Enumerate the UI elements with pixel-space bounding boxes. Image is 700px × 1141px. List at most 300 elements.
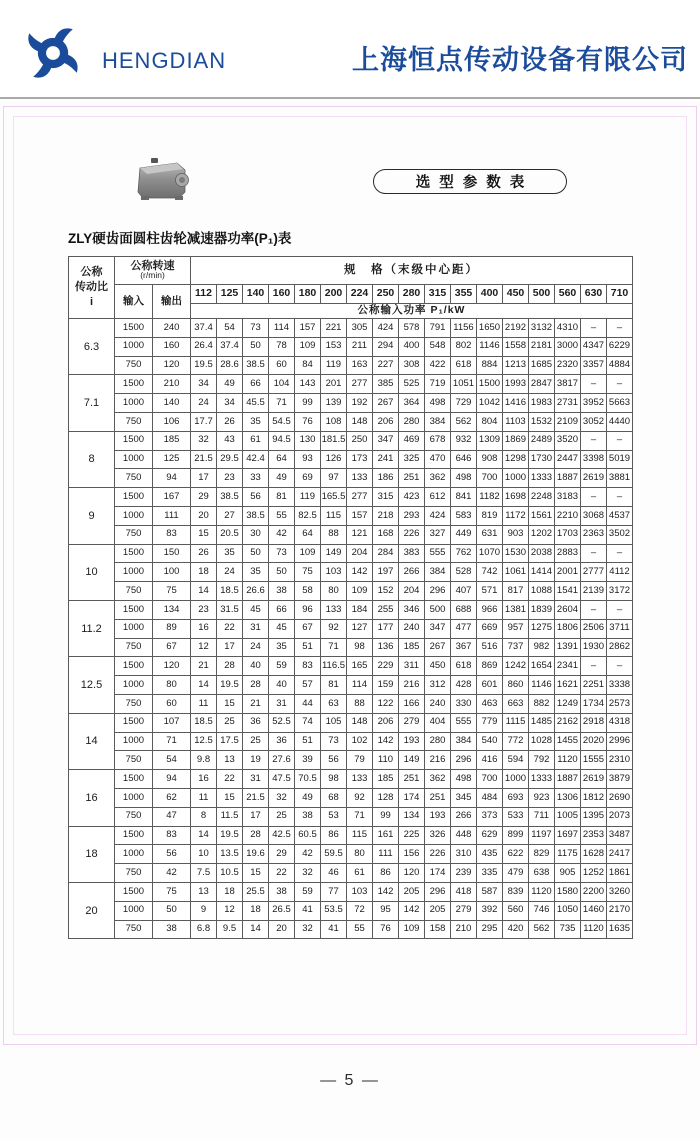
speed-label: 公称转速 bbox=[130, 260, 175, 273]
power-value-cell: 130 bbox=[295, 431, 321, 450]
power-value-cell: 1703 bbox=[555, 525, 581, 544]
output-speed-cell: 60 bbox=[153, 694, 191, 713]
power-value-cell: 422 bbox=[425, 356, 451, 375]
size-column-header: 450 bbox=[503, 285, 529, 304]
power-value-cell: 61 bbox=[243, 431, 269, 450]
power-value-cell: 78 bbox=[269, 337, 295, 356]
power-value-cell: 52.5 bbox=[269, 713, 295, 732]
power-value-cell: 2192 bbox=[503, 319, 529, 338]
power-value-cell: 31 bbox=[243, 619, 269, 638]
power-value-cell: 2690 bbox=[607, 788, 633, 807]
power-value-cell: 72 bbox=[347, 901, 373, 920]
power-value-cell: – bbox=[581, 488, 607, 507]
power-value-cell: 612 bbox=[425, 488, 451, 507]
power-value-cell: 711 bbox=[529, 807, 555, 826]
power-value-cell: 139 bbox=[321, 394, 347, 413]
power-value-cell: 1455 bbox=[555, 732, 581, 751]
power-value-cell: 1146 bbox=[477, 337, 503, 356]
table-row bbox=[69, 845, 633, 864]
power-value-cell: 38.5 bbox=[217, 488, 243, 507]
output-speed-cell: 167 bbox=[153, 488, 191, 507]
power-value-cell: 15 bbox=[191, 525, 217, 544]
size-column-header: 140 bbox=[243, 285, 269, 304]
output-speed-cell: 94 bbox=[153, 469, 191, 488]
power-value-cell: 669 bbox=[477, 619, 503, 638]
power-value-cell: 18.5 bbox=[191, 713, 217, 732]
power-value-cell: 59 bbox=[269, 657, 295, 676]
power-value-cell: 860 bbox=[503, 676, 529, 695]
power-value-cell: 54 bbox=[217, 319, 243, 338]
power-value-cell: 36 bbox=[269, 732, 295, 751]
size-column-header: 250 bbox=[373, 285, 399, 304]
power-value-cell: 148 bbox=[347, 713, 373, 732]
size-column-header: 160 bbox=[269, 285, 295, 304]
power-value-cell: 450 bbox=[425, 657, 451, 676]
power-value-cell: 1930 bbox=[581, 638, 607, 657]
power-value-cell: 28 bbox=[243, 826, 269, 845]
power-value-cell: 35 bbox=[243, 563, 269, 582]
power-value-cell: 1306 bbox=[555, 788, 581, 807]
output-speed-cell: 210 bbox=[153, 375, 191, 394]
power-value-cell: 449 bbox=[451, 525, 477, 544]
power-value-cell: 24 bbox=[243, 638, 269, 657]
table-row bbox=[69, 337, 633, 356]
power-value-cell: 347 bbox=[425, 619, 451, 638]
power-value-cell: 66 bbox=[243, 375, 269, 394]
ratio-cell: 18 bbox=[69, 826, 115, 882]
table-row bbox=[69, 544, 633, 563]
power-value-cell: 38 bbox=[269, 882, 295, 901]
power-value-cell: 19.5 bbox=[191, 356, 217, 375]
input-speed-cell: 1500 bbox=[115, 431, 153, 450]
power-value-cell: 7.5 bbox=[191, 864, 217, 883]
power-value-cell: 1414 bbox=[529, 563, 555, 582]
size-column-header: 710 bbox=[607, 285, 633, 304]
power-value-cell: 1812 bbox=[581, 788, 607, 807]
power-value-cell: 128 bbox=[373, 788, 399, 807]
power-value-cell: 84 bbox=[295, 356, 321, 375]
power-value-cell: 13 bbox=[191, 882, 217, 901]
power-value-cell: 57 bbox=[295, 676, 321, 695]
size-column-header: 560 bbox=[555, 285, 581, 304]
power-value-cell: 185 bbox=[399, 638, 425, 657]
table-row bbox=[69, 619, 633, 638]
power-value-cell: 516 bbox=[477, 638, 503, 657]
power-value-cell: – bbox=[607, 375, 633, 394]
power-value-cell: 345 bbox=[451, 788, 477, 807]
table-row bbox=[69, 676, 633, 695]
ratio-cell: 20 bbox=[69, 882, 115, 938]
table-row bbox=[69, 882, 633, 901]
power-value-cell: 21.5 bbox=[243, 788, 269, 807]
ratio-cell: 14 bbox=[69, 713, 115, 769]
power-value-cell: 20 bbox=[269, 920, 295, 939]
power-value-cell: 308 bbox=[399, 356, 425, 375]
power-value-cell: 2996 bbox=[607, 732, 633, 751]
power-table-container bbox=[68, 256, 633, 939]
power-value-cell: 792 bbox=[529, 751, 555, 770]
power-value-cell: 11 bbox=[191, 788, 217, 807]
table-row bbox=[69, 488, 633, 507]
ratio-cell: 16 bbox=[69, 770, 115, 826]
power-value-cell: 25 bbox=[243, 732, 269, 751]
power-value-cell: 83 bbox=[295, 657, 321, 676]
power-value-cell: 1555 bbox=[581, 751, 607, 770]
power-value-cell: 2363 bbox=[581, 525, 607, 544]
power-value-cell: 26 bbox=[217, 412, 243, 431]
size-column-header: 180 bbox=[295, 285, 321, 304]
input-speed-cell: 1500 bbox=[115, 713, 153, 732]
power-value-cell: 1042 bbox=[477, 394, 503, 413]
power-value-cell: 77 bbox=[321, 882, 347, 901]
power-value-cell: 102 bbox=[347, 732, 373, 751]
power-value-cell: 240 bbox=[425, 694, 451, 713]
power-value-cell: 32 bbox=[191, 431, 217, 450]
power-value-cell: 330 bbox=[451, 694, 477, 713]
power-value-cell: 26.6 bbox=[243, 582, 269, 601]
power-value-cell: 29.5 bbox=[217, 450, 243, 469]
power-value-cell: 327 bbox=[425, 525, 451, 544]
power-value-cell: 2619 bbox=[581, 770, 607, 789]
input-speed-cell: 1000 bbox=[115, 450, 153, 469]
table-row bbox=[69, 412, 633, 431]
power-value-cell: 802 bbox=[451, 337, 477, 356]
power-value-cell: 86 bbox=[373, 864, 399, 883]
input-speed-cell: 1500 bbox=[115, 600, 153, 619]
power-value-cell: 279 bbox=[399, 713, 425, 732]
power-value-cell: 957 bbox=[503, 619, 529, 638]
power-value-cell: 762 bbox=[451, 544, 477, 563]
power-value-cell: 186 bbox=[373, 469, 399, 488]
power-value-cell: 305 bbox=[347, 319, 373, 338]
power-value-cell: 36 bbox=[243, 713, 269, 732]
table-row bbox=[69, 901, 633, 920]
power-value-cell: 156 bbox=[399, 845, 425, 864]
table-row bbox=[69, 807, 633, 826]
power-value-cell: – bbox=[581, 431, 607, 450]
gearbox-product-image bbox=[133, 156, 193, 202]
power-value-cell: 109 bbox=[295, 544, 321, 563]
power-value-cell: 104 bbox=[269, 375, 295, 394]
input-speed-cell: 1000 bbox=[115, 394, 153, 413]
power-value-cell: 555 bbox=[451, 713, 477, 732]
table-row bbox=[69, 582, 633, 601]
power-value-cell: 51 bbox=[295, 638, 321, 657]
power-value-cell: 12 bbox=[217, 901, 243, 920]
power-value-cell: 22 bbox=[217, 770, 243, 789]
power-value-cell: 1485 bbox=[529, 713, 555, 732]
power-value-cell: 152 bbox=[373, 582, 399, 601]
power-value-cell: 2619 bbox=[581, 469, 607, 488]
power-value-cell: 42.5 bbox=[269, 826, 295, 845]
power-value-cell: 42 bbox=[269, 525, 295, 544]
power-value-cell: 528 bbox=[451, 563, 477, 582]
power-value-cell: – bbox=[581, 657, 607, 676]
power-value-cell: 1000 bbox=[503, 770, 529, 789]
output-speed-cell: 75 bbox=[153, 582, 191, 601]
power-value-cell: 174 bbox=[399, 788, 425, 807]
power-value-cell: 4537 bbox=[607, 506, 633, 525]
power-value-cell: 2073 bbox=[607, 807, 633, 826]
power-value-cell: 69 bbox=[295, 469, 321, 488]
power-value-cell: 80 bbox=[347, 845, 373, 864]
power-value-cell: 2341 bbox=[555, 657, 581, 676]
power-value-cell: 60 bbox=[269, 356, 295, 375]
power-value-cell: 700 bbox=[477, 469, 503, 488]
power-value-cell: 41 bbox=[295, 901, 321, 920]
power-value-cell: 1734 bbox=[581, 694, 607, 713]
power-value-cell: 384 bbox=[425, 412, 451, 431]
power-value-cell: 16 bbox=[191, 619, 217, 638]
power-value-cell: 18.5 bbox=[217, 582, 243, 601]
header-divider bbox=[0, 97, 700, 99]
power-value-cell: 53.5 bbox=[321, 901, 347, 920]
power-value-cell: 73 bbox=[321, 732, 347, 751]
power-value-cell: 142 bbox=[373, 882, 399, 901]
power-value-cell: 11.5 bbox=[217, 807, 243, 826]
power-value-cell: 280 bbox=[425, 732, 451, 751]
input-speed-cell: 750 bbox=[115, 751, 153, 770]
power-value-cell: 149 bbox=[321, 544, 347, 563]
power-value-cell: 20 bbox=[191, 506, 217, 525]
power-value-cell: 424 bbox=[373, 319, 399, 338]
power-value-cell: 42 bbox=[295, 845, 321, 864]
power-value-cell: 17 bbox=[191, 469, 217, 488]
table-row bbox=[69, 319, 633, 338]
input-speed-cell: 1500 bbox=[115, 770, 153, 789]
power-value-cell: 1861 bbox=[607, 864, 633, 883]
power-value-cell: 578 bbox=[399, 319, 425, 338]
power-value-cell: 221 bbox=[321, 319, 347, 338]
power-value-cell: 373 bbox=[477, 807, 503, 826]
power-value-cell: 3520 bbox=[555, 431, 581, 450]
power-value-cell: 982 bbox=[529, 638, 555, 657]
power-value-cell: 19 bbox=[243, 751, 269, 770]
power-value-cell: 416 bbox=[477, 751, 503, 770]
table-row bbox=[69, 788, 633, 807]
power-value-cell: 192 bbox=[347, 394, 373, 413]
power-value-cell: 26 bbox=[191, 544, 217, 563]
output-speed-cell: 120 bbox=[153, 657, 191, 676]
size-column-header: 112 bbox=[191, 285, 217, 304]
output-speed-cell: 160 bbox=[153, 337, 191, 356]
power-value-cell: 59.5 bbox=[321, 845, 347, 864]
power-value-cell: 47.5 bbox=[269, 770, 295, 789]
input-speed-cell: 1500 bbox=[115, 375, 153, 394]
power-value-cell: 119 bbox=[321, 356, 347, 375]
power-value-cell: 34 bbox=[217, 394, 243, 413]
power-value-cell: 1146 bbox=[529, 676, 555, 695]
power-value-cell: 76 bbox=[295, 412, 321, 431]
power-value-cell: 25 bbox=[269, 807, 295, 826]
power-value-cell: 2862 bbox=[607, 638, 633, 657]
input-speed-cell: 750 bbox=[115, 864, 153, 883]
power-value-cell: 53 bbox=[321, 807, 347, 826]
power-value-cell: 133 bbox=[347, 770, 373, 789]
power-value-cell: 54.5 bbox=[269, 412, 295, 431]
power-value-cell: 13.5 bbox=[217, 845, 243, 864]
power-value-cell: 3357 bbox=[581, 356, 607, 375]
input-speed-cell: 1500 bbox=[115, 544, 153, 563]
power-value-cell: 548 bbox=[425, 337, 451, 356]
power-value-cell: 97 bbox=[321, 469, 347, 488]
power-value-cell: 98 bbox=[347, 638, 373, 657]
power-value-cell: 326 bbox=[425, 826, 451, 845]
power-value-cell: 533 bbox=[503, 807, 529, 826]
power-value-cell: 98 bbox=[321, 770, 347, 789]
size-column-header: 125 bbox=[217, 285, 243, 304]
table-row bbox=[69, 732, 633, 751]
power-value-cell: 116.5 bbox=[321, 657, 347, 676]
power-value-cell: 362 bbox=[425, 469, 451, 488]
output-speed-cell: 47 bbox=[153, 807, 191, 826]
power-value-cell: – bbox=[581, 319, 607, 338]
power-value-cell: 206 bbox=[373, 412, 399, 431]
power-value-cell: 1621 bbox=[555, 676, 581, 695]
power-value-cell: 5019 bbox=[607, 450, 633, 469]
power-value-cell: 266 bbox=[399, 563, 425, 582]
power-value-cell: 27 bbox=[217, 506, 243, 525]
power-value-cell: 240 bbox=[399, 619, 425, 638]
power-value-cell: 8 bbox=[191, 807, 217, 826]
output-speed-cell: 83 bbox=[153, 826, 191, 845]
table-row bbox=[69, 657, 633, 676]
power-value-cell: 35 bbox=[217, 544, 243, 563]
input-speed-cell: 1500 bbox=[115, 488, 153, 507]
power-value-cell: 16 bbox=[191, 770, 217, 789]
power-value-cell: 56 bbox=[243, 488, 269, 507]
power-value-cell: 50 bbox=[243, 337, 269, 356]
power-value-cell: 239 bbox=[451, 864, 477, 883]
power-value-cell: 251 bbox=[399, 770, 425, 789]
power-value-cell: 55 bbox=[347, 920, 373, 939]
power-value-cell: 251 bbox=[425, 788, 451, 807]
power-value-cell: 277 bbox=[347, 375, 373, 394]
table-row bbox=[69, 394, 633, 413]
power-value-cell: 2020 bbox=[581, 732, 607, 751]
power-value-cell: 177 bbox=[373, 619, 399, 638]
power-value-cell: 1561 bbox=[529, 506, 555, 525]
power-value-cell: 165.5 bbox=[321, 488, 347, 507]
power-value-cell: 18 bbox=[191, 563, 217, 582]
power-value-cell: 2139 bbox=[581, 582, 607, 601]
power-value-cell: 22 bbox=[269, 864, 295, 883]
ratio-cell: 10 bbox=[69, 544, 115, 600]
power-value-cell: 255 bbox=[373, 600, 399, 619]
power-value-cell: 67 bbox=[295, 619, 321, 638]
power-value-cell: 148 bbox=[347, 412, 373, 431]
power-value-cell: 899 bbox=[503, 826, 529, 845]
power-value-cell: 277 bbox=[347, 488, 373, 507]
power-value-cell: 1983 bbox=[529, 394, 555, 413]
power-value-cell: 484 bbox=[477, 788, 503, 807]
power-value-cell: 28.6 bbox=[217, 356, 243, 375]
power-value-cell: 108 bbox=[321, 412, 347, 431]
power-value-cell: 735 bbox=[555, 920, 581, 939]
power-value-cell: 11 bbox=[191, 694, 217, 713]
table-row bbox=[69, 600, 633, 619]
page-header bbox=[0, 0, 700, 97]
power-value-cell: 168 bbox=[373, 525, 399, 544]
power-value-cell: 74 bbox=[295, 713, 321, 732]
power-value-cell: 37.4 bbox=[191, 319, 217, 338]
power-value-cell: 94.5 bbox=[269, 431, 295, 450]
power-value-cell: 17 bbox=[217, 638, 243, 657]
power-value-cell: 1730 bbox=[529, 450, 555, 469]
power-value-cell: 1120 bbox=[581, 920, 607, 939]
power-value-cell: 64 bbox=[269, 450, 295, 469]
power-value-cell: 81 bbox=[321, 676, 347, 695]
power-value-cell: 4884 bbox=[607, 356, 633, 375]
power-value-cell: 40 bbox=[269, 676, 295, 695]
ratio-cell: 6.3 bbox=[69, 319, 115, 375]
power-value-cell: 295 bbox=[477, 920, 503, 939]
output-speed-cell: 62 bbox=[153, 788, 191, 807]
power-value-cell: 594 bbox=[503, 751, 529, 770]
power-value-cell: 21 bbox=[191, 657, 217, 676]
power-value-cell: 1050 bbox=[555, 901, 581, 920]
power-value-cell: 75 bbox=[295, 563, 321, 582]
power-value-cell: 2251 bbox=[581, 676, 607, 695]
power-value-cell: 1806 bbox=[555, 619, 581, 638]
power-value-cell: 2109 bbox=[555, 412, 581, 431]
power-value-cell: 362 bbox=[425, 770, 451, 789]
power-value-cell: 383 bbox=[399, 544, 425, 563]
power-value-cell: 35 bbox=[243, 412, 269, 431]
input-speed-cell: 750 bbox=[115, 638, 153, 657]
power-value-cell: 296 bbox=[425, 882, 451, 901]
power-value-cell: 1202 bbox=[529, 525, 555, 544]
input-speed-cell: 750 bbox=[115, 920, 153, 939]
power-value-cell: 28 bbox=[243, 676, 269, 695]
power-value-cell: 737 bbox=[503, 638, 529, 657]
power-value-cell: 34 bbox=[191, 375, 217, 394]
power-value-cell: 10 bbox=[191, 845, 217, 864]
power-value-cell: 1580 bbox=[555, 882, 581, 901]
power-value-cell: 463 bbox=[477, 694, 503, 713]
power-value-cell: 114 bbox=[269, 319, 295, 338]
table-row bbox=[69, 356, 633, 375]
power-value-cell: 45 bbox=[269, 619, 295, 638]
power-value-cell: 10.5 bbox=[217, 864, 243, 883]
power-value-cell: 99 bbox=[295, 394, 321, 413]
power-value-cell: 1275 bbox=[529, 619, 555, 638]
power-value-cell: 311 bbox=[399, 657, 425, 676]
power-value-cell: 31 bbox=[243, 770, 269, 789]
power-value-cell: 284 bbox=[373, 544, 399, 563]
power-value-cell: 121 bbox=[347, 525, 373, 544]
size-column-header: 280 bbox=[399, 285, 425, 304]
selection-parameter-badge bbox=[373, 169, 567, 194]
power-value-cell: 869 bbox=[477, 657, 503, 676]
power-value-cell: 1993 bbox=[503, 375, 529, 394]
table-row bbox=[69, 751, 633, 770]
size-column-header: 200 bbox=[321, 285, 347, 304]
size-column-header: 400 bbox=[477, 285, 503, 304]
power-value-cell: 166 bbox=[399, 694, 425, 713]
power-value-cell: 103 bbox=[347, 882, 373, 901]
power-value-cell: 404 bbox=[425, 713, 451, 732]
power-value-cell: 37.4 bbox=[217, 337, 243, 356]
power-value-cell: 296 bbox=[425, 582, 451, 601]
power-value-cell: 19.5 bbox=[217, 826, 243, 845]
table-title: ZLY硬齿面圆柱齿轮减速器功率(P₁)表 bbox=[68, 231, 292, 246]
power-value-cell: 1061 bbox=[503, 563, 529, 582]
power-value-cell: – bbox=[581, 375, 607, 394]
spec-header: 规 格（末级中心距） bbox=[191, 257, 633, 285]
power-table bbox=[68, 256, 633, 939]
power-value-cell: 71 bbox=[347, 807, 373, 826]
